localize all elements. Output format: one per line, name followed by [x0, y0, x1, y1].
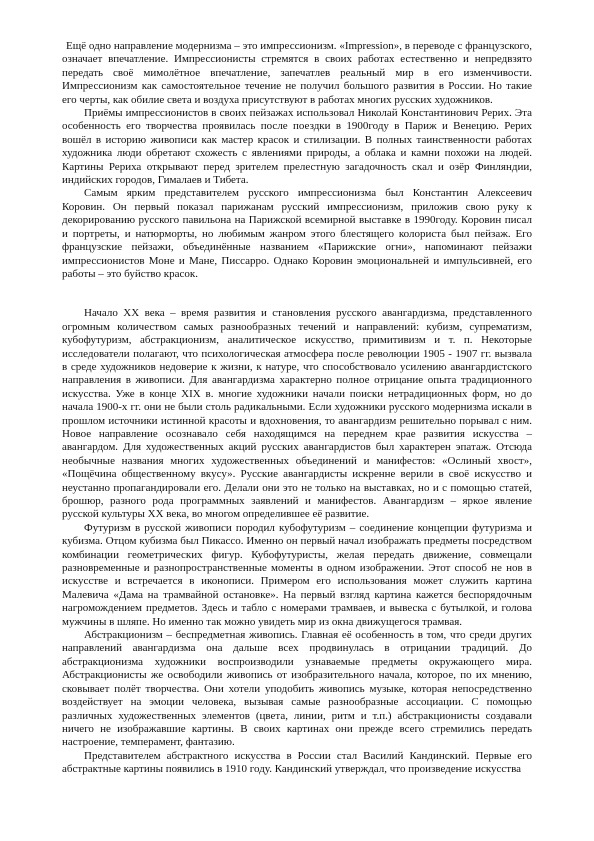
paragraph-cubofuturism: Футуризм в русской живописи породил кубофутуризм – соединение концепции футуризма и кубизма. Отцом кубизма был Пикассо. Именно он первый начал изображать предметы посредством комбинации геометрических фигур. Кубофутуристы, желая передать движение, совмещали разновременные и разнопространственные моменты в одном изображении. Этот способ не нов в искусстве и встречается в иконописи. Примером его использования может служить картина Малевича «Дама на трамвайной остановке». На первый взгляд картина кажется беспорядочным нагромождением предметов. Здесь и табло с номерами трамваев, и вывеска с бутылкой, и голова мужчины в шляпе. Но именно так можно увидеть мир из окна движущегося трамвая. [62, 521, 532, 628]
paragraph-korovin: Самым ярким представителем русского импрессионизма был Константин Алексеевич Коровин. Он первый показал парижанам русский импрессионизм, приложив свою руку к декорированию русского павильона на Парижской всемирной выставке в 1990году. Коровин писал и портреты, и натюрморты, но любимым жанром этого блестящего колориста был пейзаж. Его французские пейзажи, объединённые названием «Парижские огни», напоминают пейзажи импрессионистов Моне и Мане, Писсарро. Однако Коровин эмоциональней и импульсивней, его работы – это буйство красок. [62, 187, 532, 280]
paragraph-gap [62, 281, 532, 307]
document-body [62, 40, 532, 777]
paragraph-roerich: Приёмы импрессионистов в своих пейзажах использовал Николай Константинович Рерих. Эта особенность его творчества проявилась после поездки в 1900году в Париж и Венецию. Рерих вошёл в историю живописи как мастер красок и стилизации. В полных таинственности работах художника люди обретают схожесть с явлениями природы, а облака и камни похожи на людей. Картины Рериха открывают перед зрителем прелестную загадочность скал и озёр Финляндии, индийских городов, Гималаев и Тибета. [62, 107, 532, 187]
paragraph-abstractionism: Абстракционизм – беспредметная живопись. Главная её особенность в том, что среди других направлений авангардизма она дальше всех продвинулась в отрицании традиций. До абстракционизма художники воспроизводили узнаваемые предметы окружающего мира. Абстракционисты же освободили живопись от изобразительного начала, которое, по их мнению, сковывает полёт творчества. Они хотели уподобить живопись музыке, которая непосредственно воздействует на эмоции человека, вызывая самые разнообразные ассоциации. С помощью различных художественных элементов (цвета, линии, ритм и т.п.) абстракционисты создавали ничего не изображавшие картины. В своих картинах они прежде всего стремились передать настроение, темперамент, фантазию. [62, 629, 532, 749]
paragraph-kandinsky: Представителем абстрактного искусства в России стал Василий Кандинский. Первые его абстрактные картины появились в 1910 году. Кандинский утверждал, что произведение искусства [62, 749, 532, 776]
paragraph-impressionism: Ещё одно направление модернизма – это импрессионизм. «Impression», в переводе с французского, означает впечатление. Импрессионисты стремятся в своих работах естественно и непредвзято передать своё мимолётное впечатление, запечатлев реальный мир в его изменчивости. Импрессионизм как самостоятельное течение не получил большого развития в России. Но такие его черты, как обилие света и воздуха присутствуют в работах многих русских художников. [62, 40, 532, 106]
paragraph-avant-garde: Начало XX века – время развития и становления русского авангардизма, представленного огромным количеством самых разнообразных течений и направлений: кубизм, супрематизм, кубофутуризм, абстракционизм, аналитическое искусство, примитивизм и т. п. Некоторые исследователи полагают, что психологическая атмосфера после революции 1905 - 1907 гг. вызвала в среде художников недоверие к жизни, к натуре, что способствовало усилению авангардистского направления в живописи. Для авангардизма характерно полное отрицание опыта традиционного искусства. Уже в конце XIX в. многие художники начали поиски нетрадиционных форм, но до начала 1900-х гг. они не были столь радикальными. Если художники русского модернизма искали в прошлом источники истинной красоты и вдохновения, то авангардизм решительно порывал с ним. Новое направление осознавало себя находящимся на переднем крае развития искусства – авангардом. Для художественных акций русских авангардистов был характерен эпатаж. Отсюда необычные названия многих художественных объединений и манифестов: «Ослиный хвост», «Пощёчина общественному вкусу». Русские авангардисты искренне верили в своё искусство и неустанно пропагандировали его. Делали они это не только на выставках, но и с помощью статей, брошюр, разного рода программных заявлений и манифестов. Авангардизм – яркое явление русской культуры XX века, во многом определившее её развитие. [62, 307, 532, 521]
